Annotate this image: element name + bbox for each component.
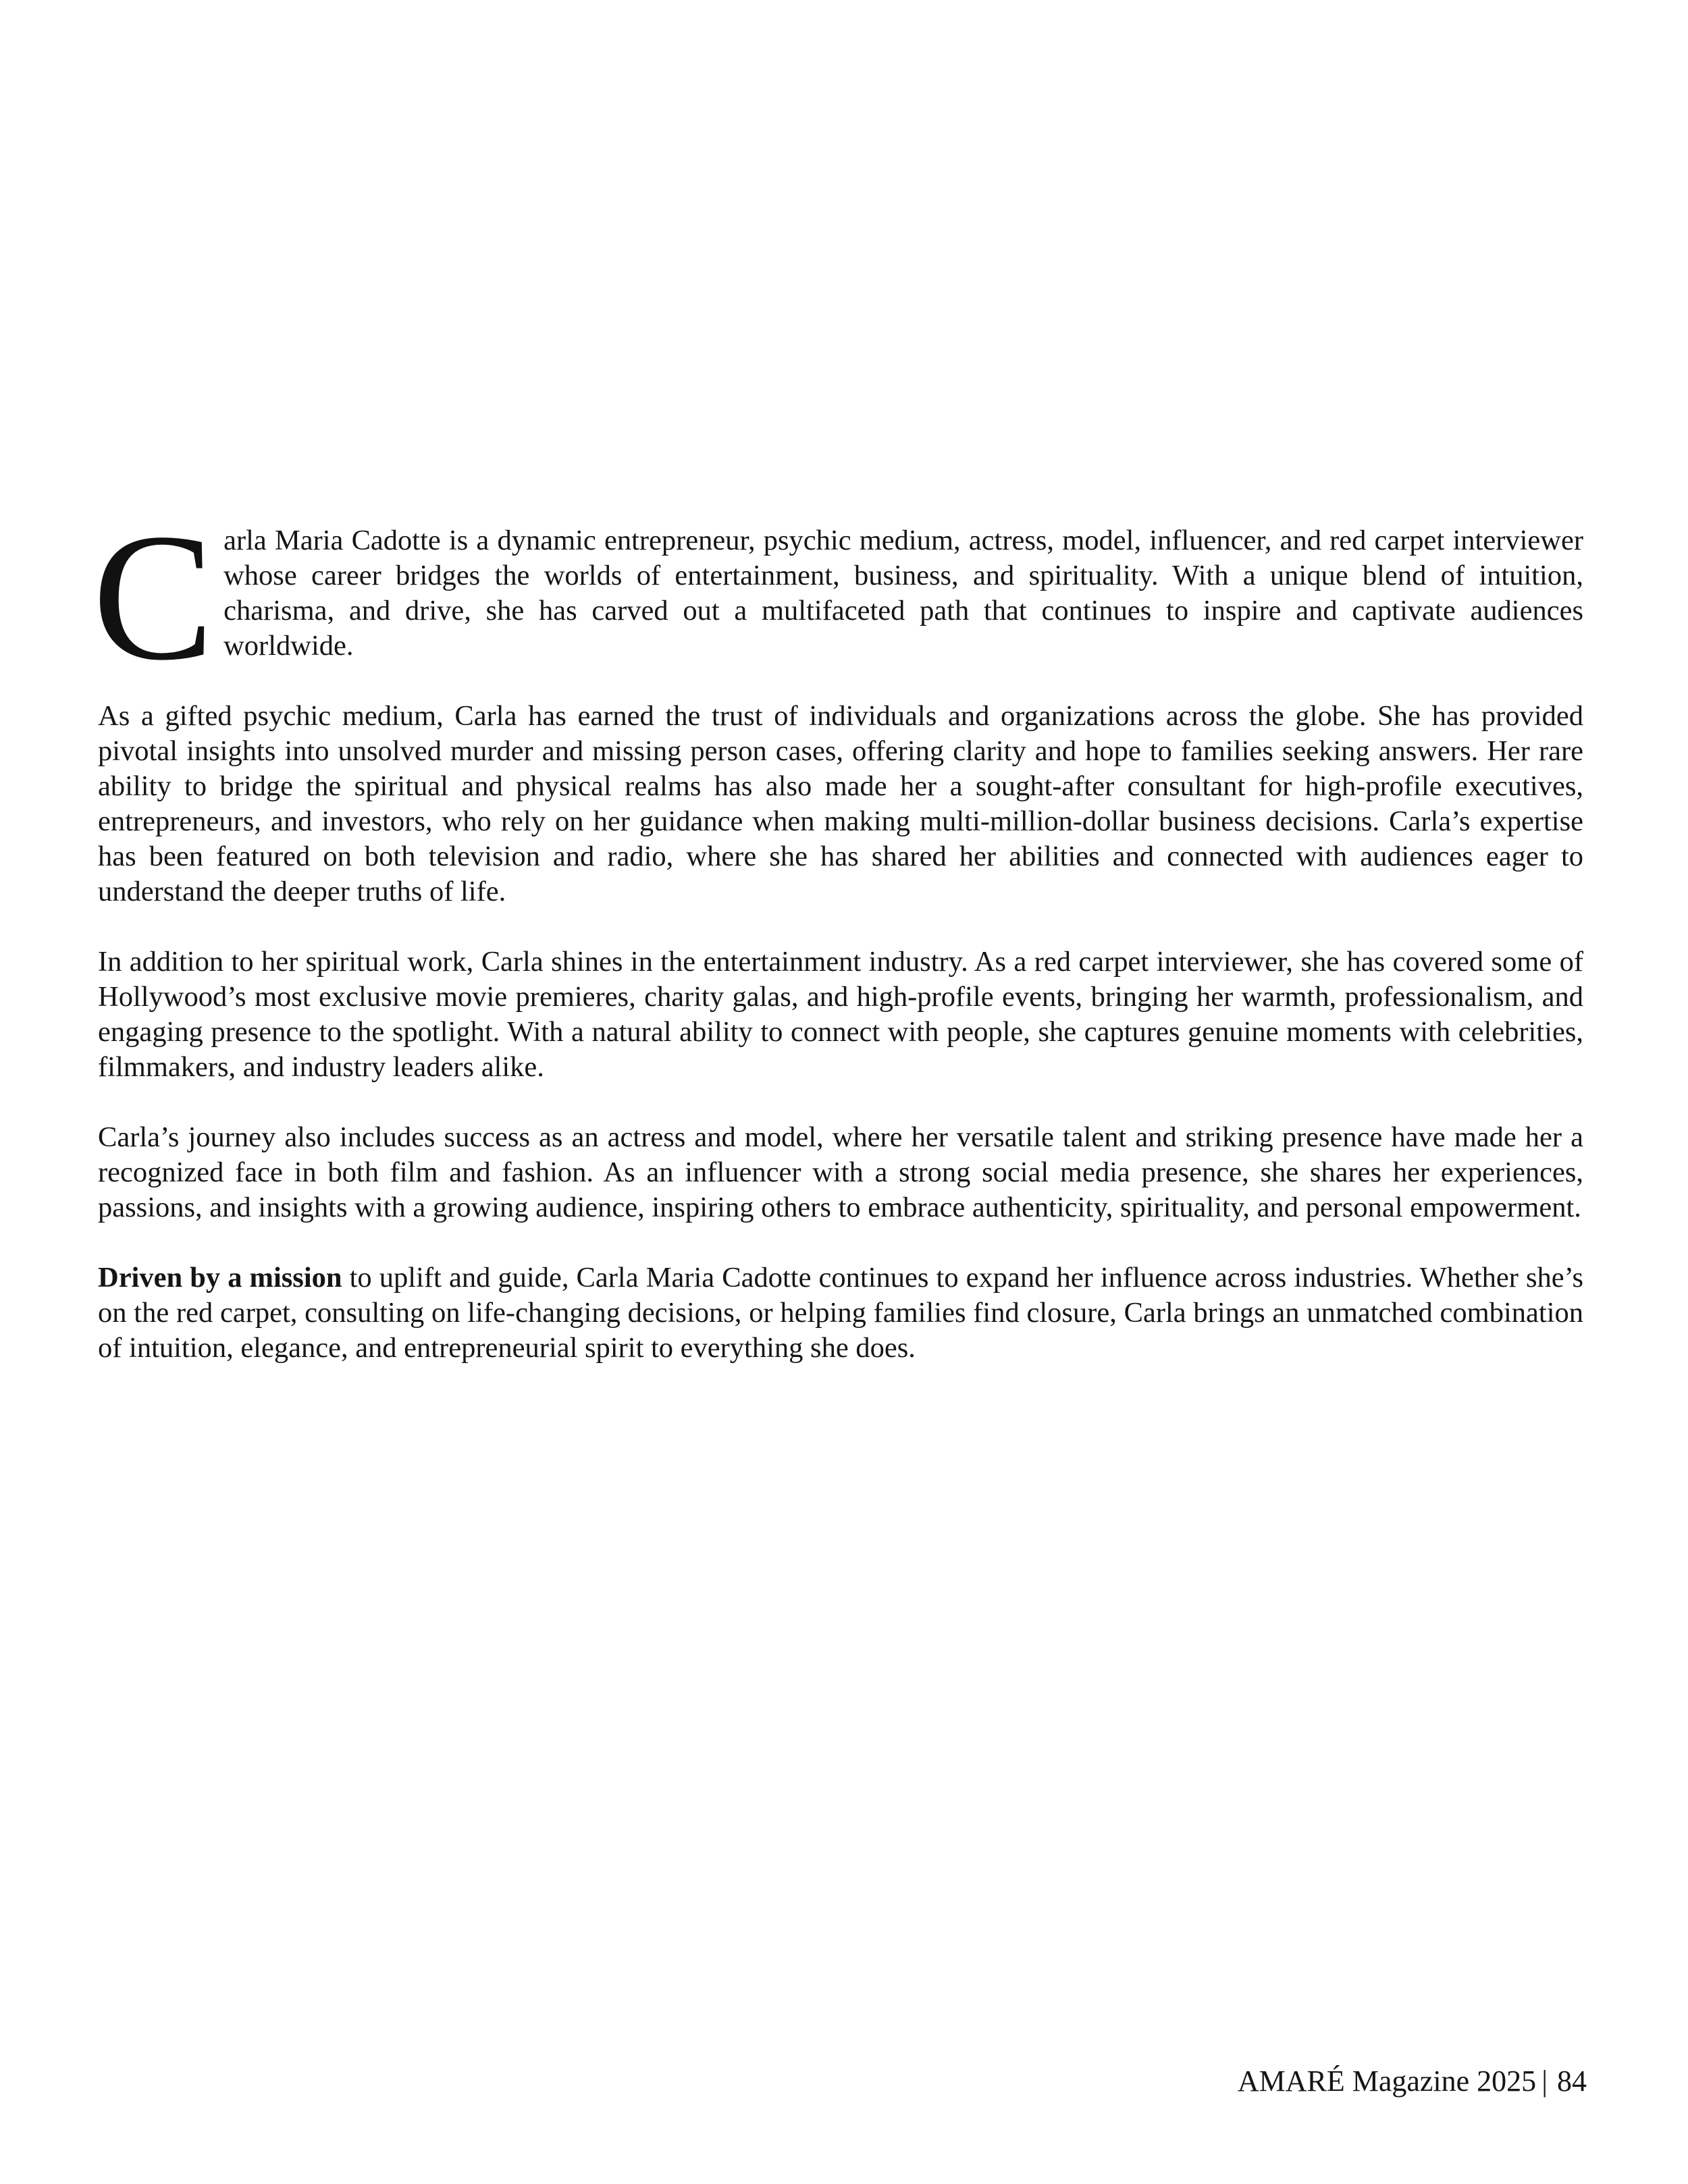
drop-cap: C bbox=[93, 496, 215, 698]
footer-separator: | bbox=[1541, 2065, 1548, 2098]
paragraph-mission bbox=[98, 1260, 1583, 1366]
paragraph-intro bbox=[93, 496, 1583, 698]
publication-name: AMARÉ Magazine 2025 bbox=[1237, 2065, 1537, 2098]
paragraph-intro-text: arla Maria Cadotte is a dynamic entrepreneur, psychic medium, actress, model, influencer, and red carpet interviewer whose career bridges the worlds of entertainment, business, and spirituality. With a unique blend of intuition, charisma, and drive, she has carved out a multifaceted path that continues to inspire and captivate audiences worldwide. bbox=[223, 525, 1583, 662]
page-number: 84 bbox=[1557, 2065, 1587, 2098]
paragraph-entertainment: In addition to her spiritual work, Carla shines in the entertainment industry. As a red carpet interviewer, she has covered some of Hollywood’s most exclusive movie premieres, charity galas, and high-profile events, bringing her warmth, professionalism, and engaging presence to the spotlight. With a natural ability to connect with people, she captures genuine moments with celebrities, filmmakers, and industry leaders alike. bbox=[98, 946, 1583, 1083]
mission-lead-in: Driven by a mission bbox=[98, 1262, 342, 1294]
page-footer bbox=[1238, 2062, 1587, 2100]
paragraph-psychic: As a gifted psychic medium, Carla has earned the trust of individuals and organizations across the globe. She has provided pivotal insights into unsolved murder and missing person cases, offering clarity and hope to families seeking answers. Her rare ability to bridge the spiritual and physical realms has also made her a sought-after consultant for high-profile executives, entrepreneurs, and investors, who rely on her guidance when making multi-million-dollar business decisions. Carla’s expertise has been featured on both television and radio, where she has shared her abilities and connected with audiences eager to understand the deeper truths of life. bbox=[98, 700, 1583, 907]
mission-text: to uplift and guide, Carla Maria Cadotte continues to expand her influence across industries. Whether she’s on the red carpet, consulting on life-changing decisions, or helping families find closure, Carla brings an unmatched combination of intuition, elegance, and entrepreneurial spirit to everything she does. bbox=[98, 1262, 1583, 1364]
article-body bbox=[93, 496, 1583, 1401]
paragraph-journey: Carla’s journey also includes success as an actress and model, where her versatile talent and striking presence have made her a recognized face in both film and fashion. As an influencer with a strong social media presence, she shares her experiences, passions, and insights with a growing audience, inspiring others to embrace authenticity, spirituality, and personal empowerment. bbox=[98, 1121, 1583, 1223]
